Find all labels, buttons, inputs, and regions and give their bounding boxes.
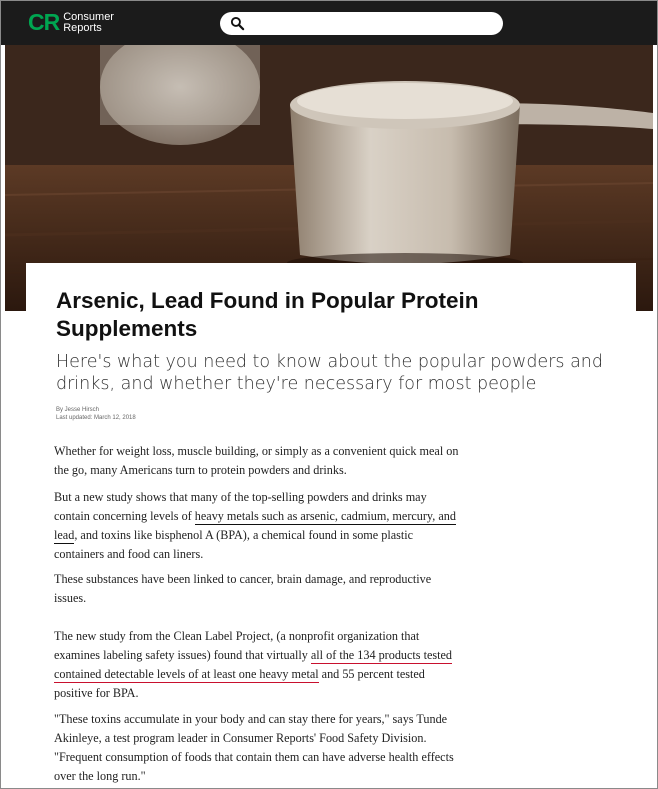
logo-line-1: Consumer [63,10,114,23]
logo-mark: CR [28,9,60,35]
paragraph-2 [54,488,464,564]
byline-author[interactable]: By Jesse Hirsch [56,407,100,413]
search-icon[interactable] [230,16,245,31]
highlight-134-products: all of the 134 products tested contained detectable levels of at least one heavy metal [54,648,453,681]
paragraph-4 [54,627,464,703]
article-subtitle: Here's what you need to know about the popular powders and drinks, and whether they're necessary for most people [56,352,603,394]
logo-text [63,12,114,34]
logo-line-2: Reports [63,21,102,34]
highlight-heavy-metals: heavy metals such as arsenic, cadmium, mercury, and lead [54,509,456,542]
paragraph-5: "These toxins accumulate in your body and can stay there for years," says Tunde Akinleye, a test program leader in Consumer Reports' Food Safety Division. "Frequent consumption of foods that contain them can have adverse health effects over the long run." [54,712,454,783]
paragraph-2-text-b: , and toxins like bisphenol A (BPA), a chemical found in some plastic containers and food can liners. [54,528,414,561]
paragraph-4-text-a: The new study from the Clean Label Project, (a nonprofit organization that examines labeling safety issues) found that virtually [54,629,420,662]
byline [56,406,136,422]
paragraph-3: These substances have been linked to cancer, brain damage, and reproductive issues. [54,572,432,605]
consumer-reports-logo[interactable] [28,11,114,34]
paragraph-1: Whether for weight loss, muscle building, or simply as a convenient quick meal on the go, many Americans turn to protein powders and drinks. [54,444,459,477]
site-header [1,1,657,45]
paragraph-4-text-b: and 55 percent tested positive for BPA. [54,667,425,700]
search-input[interactable] [220,12,503,35]
paragraph-2-text-a: But a new study shows that many of the top-selling powders and drinks may contain concerning levels of [54,490,427,523]
byline-updated: Last updated: March 12, 2018 [56,415,136,421]
article-title: Arsenic, Lead Found in Popular Protein Supplements [56,288,479,341]
